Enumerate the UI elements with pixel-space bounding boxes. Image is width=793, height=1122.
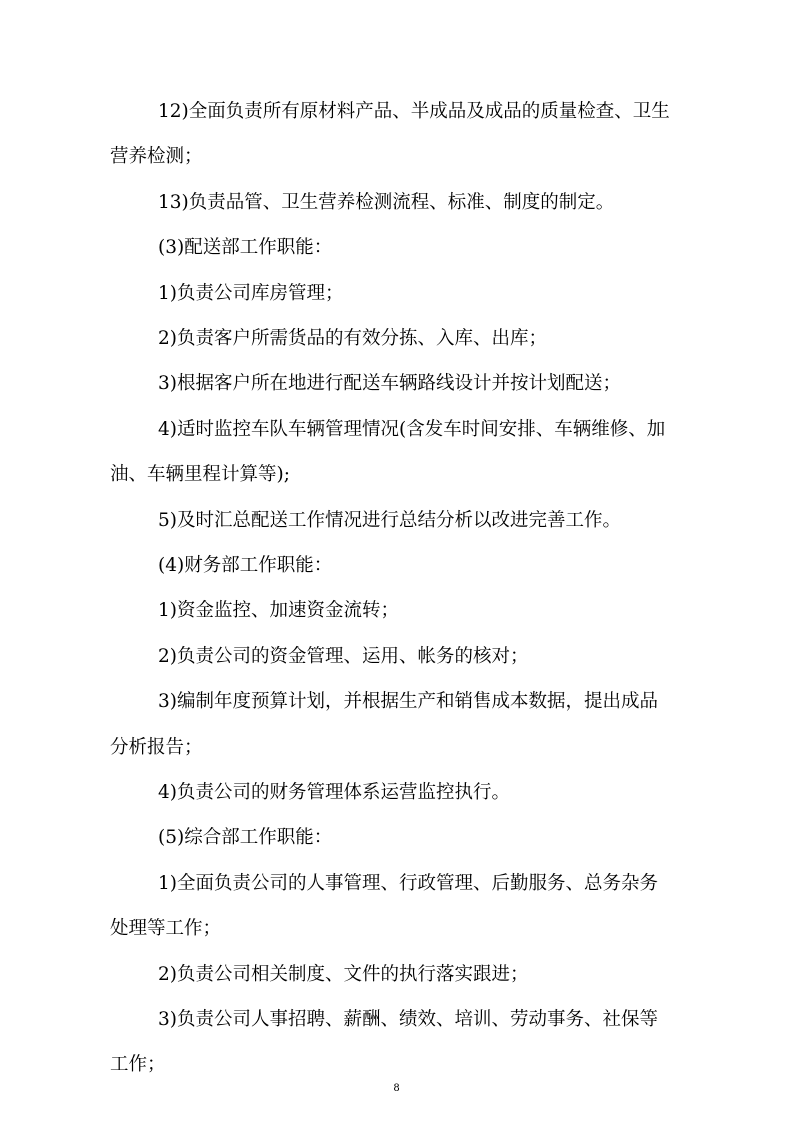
paragraph-line: (5)综合部工作职能：	[158, 827, 333, 849]
paragraph-line: 2)负责公司相关制度、文件的执行落实跟进；	[158, 963, 529, 985]
paragraph-line: 2)负责客户所需货品的有效分拣、入库、出库；	[158, 328, 547, 349]
paragraph-continuation-line: 工作；	[110, 1054, 166, 1076]
paragraph-line: (4)财务部工作职能：	[158, 555, 333, 576]
paragraph-line: 3)编制年度预算计划，并根据生产和销售成本数据，提出成品	[158, 691, 658, 713]
paragraph-continuation-line: 处理等工作；	[110, 918, 222, 940]
paragraph-line: 1)资金监控、加速资金流转；	[158, 600, 399, 622]
paragraph-continuation-line: 油、车辆里程计算等);	[110, 464, 290, 486]
paragraph-line: 13)负责品管、卫生营养检测流程、标准、制度的制定。	[158, 191, 615, 213]
page-number: 8	[393, 1083, 400, 1094]
paragraph-continuation-line: 营养检测；	[110, 146, 203, 168]
paragraph-line: 4)适时监控车队车辆管理情况(含发车时间安排、车辆维修、加	[158, 418, 666, 440]
paragraph-line: (3)配送部工作职能：	[158, 237, 333, 259]
paragraph-line: 3)负责公司人事招聘、薪酬、绩效、培训、劳动事务、社保等	[158, 1009, 658, 1030]
paragraph-line: 12)全面负责所有原材料产品、半成品及成品的质量检查、卫生	[158, 101, 670, 122]
paragraph-line: 5)及时汇总配送工作情况进行总结分析以改进完善工作。	[158, 509, 621, 531]
paragraph-line: 1)全面负责公司的人事管理、行政管理、后勤服务、总务杂务	[158, 872, 658, 894]
paragraph-continuation-line: 分析报告；	[110, 736, 203, 758]
paragraph-line: 4)负责公司的财务管理体系运营监控执行。	[158, 782, 510, 803]
paragraph-line: 1)负责公司库房管理；	[158, 282, 344, 304]
paragraph-line: 2)负责公司的资金管理、运用、帐务的核对；	[158, 645, 529, 667]
paragraph-line: 3)根据客户所在地进行配送车辆路线设计并按计划配送；	[158, 373, 621, 395]
